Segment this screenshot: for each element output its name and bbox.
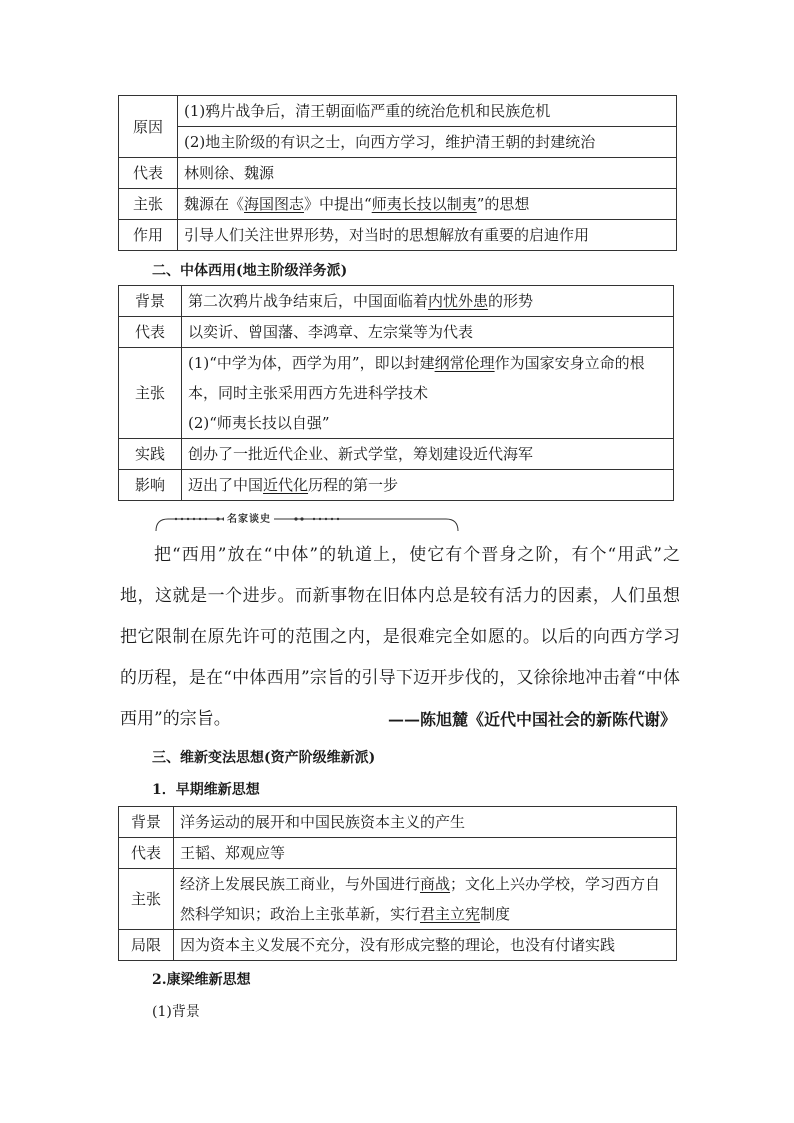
table-row — [119, 127, 677, 158]
row-label: 局限 — [119, 930, 174, 961]
text-span: 》中提出“ — [304, 195, 372, 213]
row-label: 主张 — [119, 189, 178, 220]
text-span: 迈出了中国 — [188, 476, 264, 494]
table-ideas-3 — [118, 806, 677, 961]
table-ideas-1 — [118, 95, 677, 251]
row-label: 背景 — [119, 286, 182, 317]
underlined-term: 师夷长技以制夷 — [371, 195, 477, 213]
subsection-heading: 1．早期维新思想 — [152, 782, 260, 798]
row-content: 以奕䜣、曾国藩、李鸿章、左宗棠等为代表 — [182, 317, 674, 348]
underlined-term: 君主立宪 — [420, 905, 481, 923]
list-item: (1)背景 — [152, 1004, 200, 1020]
underlined-term: 内忧外患 — [428, 292, 489, 310]
table-ideas-2 — [118, 285, 674, 501]
text-span: 作为国家安身立命的根本，同时主张采用西方先进科学技术 — [188, 354, 645, 402]
row-label: 主张 — [119, 869, 174, 930]
underlined-term: 海国图志 — [244, 195, 305, 213]
text-span: 经济上发展民族工商业，与外国进行 — [180, 875, 421, 893]
row-content — [174, 869, 677, 930]
section-heading: 二、中体西用(地主阶级洋务派) — [152, 263, 348, 279]
row-content: (1)鸦片战争后，清王朝面临严重的统治危机和民族危机 — [178, 96, 677, 127]
table-row — [119, 930, 677, 961]
underlined-term: 近代化 — [263, 476, 309, 494]
claim-1 — [188, 348, 667, 408]
section-heading: 三、维新变法思想(资产阶级维新派) — [152, 750, 376, 766]
underlined-term: 商战 — [420, 875, 451, 893]
row-label: 实践 — [119, 439, 182, 470]
text-span: 制度 — [480, 905, 511, 923]
table-row — [119, 348, 674, 439]
row-label: 代表 — [119, 317, 182, 348]
text-span: ”的思想 — [476, 195, 530, 213]
row-content: 林则徐、魏源 — [178, 158, 677, 189]
table-row — [119, 96, 677, 127]
row-content — [182, 470, 674, 501]
text-span: 的形势 — [488, 292, 534, 310]
table-row — [119, 470, 674, 501]
table-row — [119, 286, 674, 317]
row-content: 洋务运动的展开和中国民族资本主义的产生 — [174, 807, 677, 838]
row-label: 背景 — [119, 807, 174, 838]
text-span: 历程的第一步 — [308, 476, 399, 494]
table-row — [119, 220, 677, 251]
subsection-heading: 2.康梁维新思想 — [152, 972, 251, 988]
banner-frame — [152, 511, 462, 533]
table-row — [119, 189, 677, 220]
table-row — [119, 807, 677, 838]
row-content — [182, 286, 674, 317]
text-span: ；文化上兴办学校，学习西方自然科学知识；政治上主张革新，实行 — [180, 875, 661, 923]
table-row — [119, 158, 677, 189]
row-content — [178, 189, 677, 220]
table-row — [119, 838, 677, 869]
text-span: (1)“中学为体，西学为用”，即以封建 — [188, 354, 435, 372]
row-label: 原因 — [119, 96, 178, 158]
row-content — [182, 348, 674, 439]
text-span: 魏源在《 — [184, 195, 245, 213]
row-label: 作用 — [119, 220, 178, 251]
row-content: 因为资本主义发展不充分，没有形成完整的理论，也没有付诸实践 — [174, 930, 677, 961]
claim-2: (2)“师夷长技以自强” — [188, 414, 330, 432]
row-content: 王韬、郑观应等 — [174, 838, 677, 869]
row-content: 引导人们关注世界形势，对当时的思想解放有重要的启迪作用 — [178, 220, 677, 251]
table-row — [119, 439, 674, 470]
table-row — [119, 317, 674, 348]
row-label: 代表 — [119, 158, 178, 189]
quote-text: 把“西用”放在“中体”的轨道上，使它有个晋身之阶，有个“用武”之地，这就是一个进步。而新事物在旧体内总是较有活力的因素，人们虽想把它限制在原先许可的范围之内，是很难完全如愿的。以后的向西方学习的历程，是在“中体西用”宗旨的引导下迈开步伐的，又徐徐地冲击着“中体西用”的宗旨。 — [120, 545, 680, 729]
table-row — [119, 869, 677, 930]
text-span: 第二次鸦片战争结束后，中国面临着 — [188, 292, 429, 310]
underlined-term: 纲常伦理 — [434, 354, 495, 372]
row-label: 主张 — [119, 348, 182, 439]
row-content: (2)地主阶级的有识之士，向西方学习，维护清王朝的封建统治 — [178, 127, 677, 158]
banner-title: 名家谈史 — [224, 510, 274, 525]
row-label: 影响 — [119, 470, 182, 501]
quote-source: ——陈旭麓《近代中国社会的新陈代谢》 — [387, 710, 676, 729]
row-content: 创办了一批近代企业、新式学堂，筹划建设近代海军 — [182, 439, 674, 470]
row-label: 代表 — [119, 838, 174, 869]
